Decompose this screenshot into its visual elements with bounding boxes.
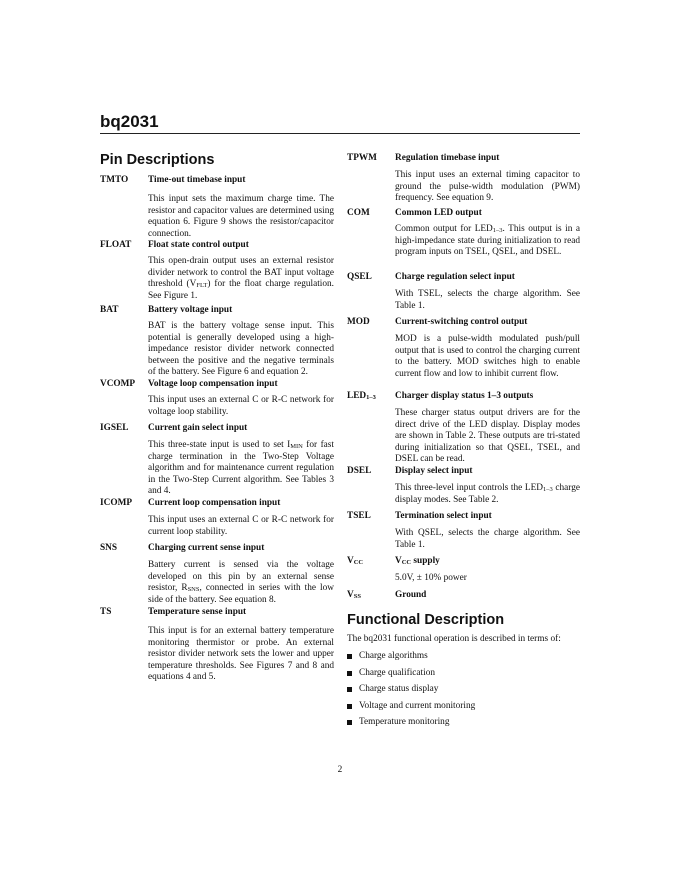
functional-description-list bbox=[347, 651, 587, 734]
list-item: Charge status display bbox=[347, 684, 587, 701]
pin-function: Float state control output bbox=[148, 240, 249, 250]
list-item: Charge qualification bbox=[347, 668, 587, 685]
pin-function: Voltage loop compensation input bbox=[148, 379, 278, 389]
pin-function: Regulation timebase input bbox=[395, 153, 500, 163]
pin-name: IGSEL bbox=[100, 423, 129, 433]
pin-function: Battery voltage input bbox=[148, 305, 233, 315]
list-item: Temperature monitoring bbox=[347, 717, 587, 734]
pin-description: MOD is a pulse-width modulated push/pull output that is used to control the charging current to the battery. MOD switches high to enable current flow and low to inhibit current flow. bbox=[395, 334, 580, 379]
pin-name: BAT bbox=[100, 305, 119, 315]
pin-function: Display select input bbox=[395, 466, 473, 476]
document-title: bq2031 bbox=[100, 112, 159, 131]
pin-description: This input uses an external C or R-C network for voltage loop stability. bbox=[148, 395, 334, 417]
pin-description: With QSEL, selects the charge algorithm. See Table 1. bbox=[395, 528, 580, 550]
pin-function: Current gain select input bbox=[148, 423, 248, 433]
pin-description: With TSEL, selects the charge algorithm. See Table 1. bbox=[395, 289, 580, 311]
pin-description: BAT is the battery voltage sense input. This potential is generally developed using a high-impedance resistor divider network connected between the positive and the negative terminals of the battery. See Figure 6 and equation 2. bbox=[148, 321, 334, 378]
pin-function: Charging current sense input bbox=[148, 543, 265, 553]
pin-name: SNS bbox=[100, 543, 118, 553]
pin-name: MOD bbox=[347, 317, 370, 327]
pin-name: TPWM bbox=[347, 153, 377, 163]
pin-function: $V_{CC}$ supply bbox=[395, 556, 440, 566]
pin-function: Temperature sense input bbox=[148, 607, 247, 617]
pin-name: FLOAT bbox=[100, 240, 132, 250]
page-number: 2 bbox=[337, 765, 343, 775]
functional-description-heading: Functional Description bbox=[347, 612, 505, 628]
pin-name: TSEL bbox=[347, 511, 371, 521]
pin-function: Current loop compensation input bbox=[148, 498, 281, 508]
pin-function: Charger display status 1–3 outputs bbox=[395, 391, 534, 401]
bullet-square-icon bbox=[347, 671, 352, 676]
pin-name: $V_{SS}$ bbox=[347, 590, 361, 600]
pin-description: This input uses an external C or R-C network for current loop stability. bbox=[148, 515, 334, 537]
pin-function: Current-switching control output bbox=[395, 317, 528, 327]
pin-description: These charger status output drivers are for the direct drive of the LED display. Display modes are shown in Table 2. These outputs are tri-stated during initialization so that QSEL, TSEL, and DSEL can be read. bbox=[395, 408, 580, 465]
pin-function: Charge regulation select input bbox=[395, 272, 515, 282]
pin-name: COM bbox=[347, 208, 370, 218]
pin-name: $LED_{1-3}$ bbox=[347, 391, 376, 401]
pin-descriptions-heading: Pin Descriptions bbox=[100, 152, 215, 168]
pin-description: This open-drain output uses an external resistor divider network to control the BAT input voltage threshold $(V_{FLT})$ for the float charge regulation. See Figure 1. bbox=[148, 256, 334, 301]
bullet-square-icon bbox=[347, 720, 352, 725]
bullet-square-icon bbox=[347, 687, 352, 692]
pin-name: VCOMP bbox=[100, 379, 136, 389]
pin-function: Ground bbox=[395, 590, 427, 600]
pin-description: This three-level input controls the $LED_{1-3}$ charge display modes. See Table 2. bbox=[395, 483, 580, 505]
pin-name: $V_{CC}$ bbox=[347, 556, 364, 566]
bullet-square-icon bbox=[347, 654, 352, 659]
pin-name: TMTO bbox=[100, 175, 129, 185]
pin-description: Common output for $LED_{1-3}$. This output is in a high-impedance state during initialization to read program inputs on TSEL, QSEL, and DSEL. bbox=[395, 224, 580, 258]
pin-function: Common LED output bbox=[395, 208, 482, 218]
pin-function: Termination select input bbox=[395, 511, 492, 521]
pin-name: QSEL bbox=[347, 272, 372, 282]
title-rule bbox=[100, 133, 580, 134]
pin-description: Battery current is sensed via the voltage developed on this pin by an external sense resistor, $R_{SNS}$, connected in series with the low side of the battery. See equation 8. bbox=[148, 560, 334, 605]
pin-description: This input sets the maximum charge time. The resistor and capacitor values are determined using equation 6. Figure 9 shows the resistor/capacitor connection. bbox=[148, 194, 334, 239]
pin-description: This input is for an external battery temperature monitoring thermistor or probe. An external resistor divider network sets the lower and upper temperature thresholds. See Figures 7 and 8 and equations 4 and 5. bbox=[148, 626, 334, 683]
functional-description-intro: The bq2031 functional operation is described in terms of: bbox=[347, 634, 561, 644]
bullet-square-icon bbox=[347, 704, 352, 709]
pin-name: DSEL bbox=[347, 466, 372, 476]
pin-name: ICOMP bbox=[100, 498, 133, 508]
pin-description: 5.0V, ± 10% power bbox=[395, 573, 467, 583]
list-item: Charge algorithms bbox=[347, 651, 587, 668]
list-item: Voltage and current monitoring bbox=[347, 701, 587, 718]
pin-description: This three-state input is used to set $I_{MIN}$ for fast charge termination in the Two-Step Voltage algorithm and for maintenance current regulation in the Two-Step Current algorithm. See Tables 3 and 4. bbox=[148, 440, 334, 497]
pin-function: Time-out timebase input bbox=[148, 175, 246, 185]
pin-name: TS bbox=[100, 607, 112, 617]
pin-description: This input uses an external timing capacitor to ground the pulse-width modulation (PWM) frequency. See equation 9. bbox=[395, 170, 580, 204]
